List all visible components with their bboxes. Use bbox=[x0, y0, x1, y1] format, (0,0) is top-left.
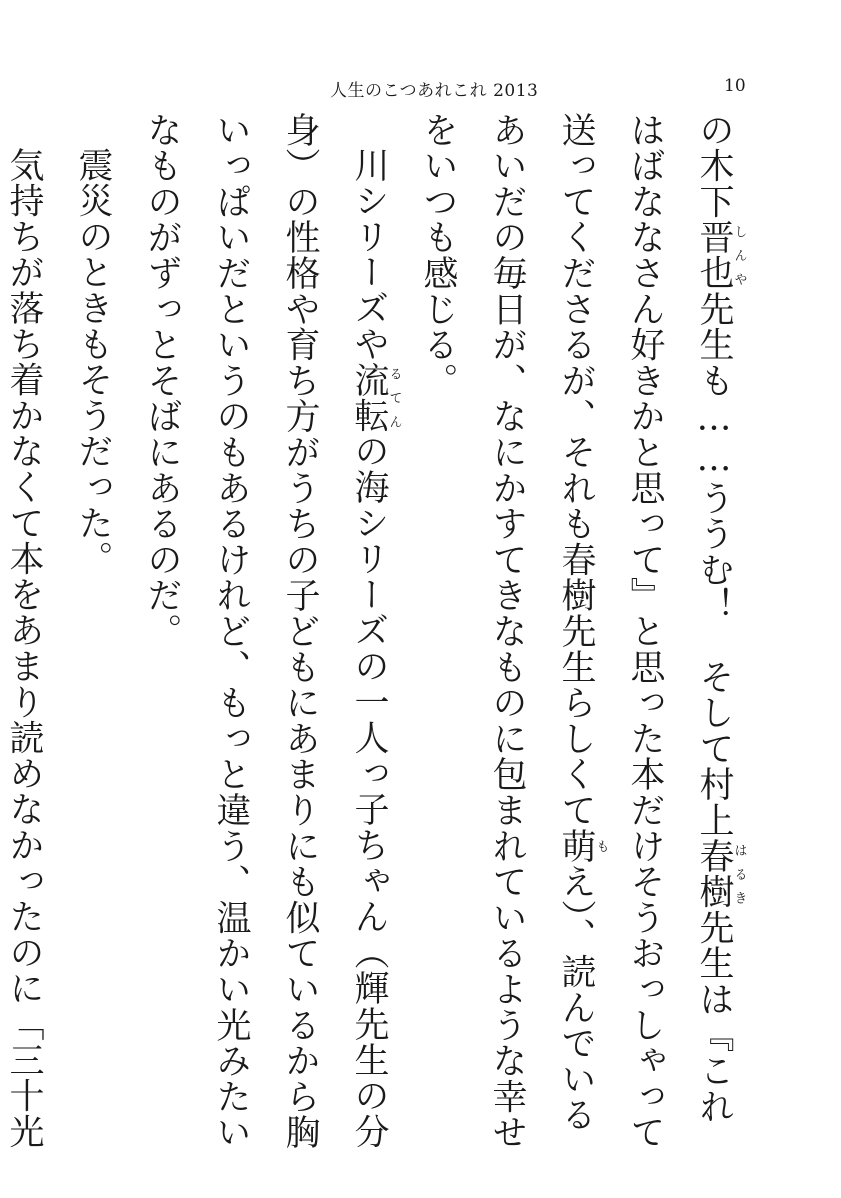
ruby-annotated-word bbox=[556, 828, 609, 864]
running-head-title: 人生のこつあれこれ 2013 bbox=[330, 81, 539, 101]
text-run: の海シリーズの一人っ子ちゃん（輝先生の分身）の性格や育ち方がうちの子どもにあまりにも似ているから胸いっぱいだというのもあるけれど、もっと違う、温かい光みたいなものがずっとそばにあるのだ。 bbox=[142, 112, 389, 1151]
vertical-text-body bbox=[4, 112, 748, 1152]
text-run: の木下 bbox=[694, 112, 734, 220]
ruby-annotated-word bbox=[694, 838, 747, 910]
text-run: 先生は『これはばななさん好きかと思って』と思った本だけそうおっしゃって送ってくださるが、それも春樹先生らしくて bbox=[556, 112, 734, 1151]
ruby-base: 晋也 bbox=[694, 219, 734, 292]
ruby-annotated-word bbox=[349, 361, 402, 434]
paragraph bbox=[58, 112, 127, 1152]
ruby-reading: るてん bbox=[386, 361, 402, 434]
text-run: 震災のときもそうだった。 bbox=[73, 147, 113, 577]
paragraph bbox=[127, 112, 403, 1152]
text-run: 先生も……ううむ！ そして村上 bbox=[694, 291, 734, 839]
paragraph bbox=[403, 112, 748, 1152]
ruby-base: 萌 bbox=[556, 828, 596, 864]
text-run: 川シリーズや bbox=[349, 147, 389, 362]
ruby-reading: も bbox=[593, 828, 609, 864]
paragraph bbox=[0, 112, 58, 1152]
text-run: え）、読んでいるあいだの毎日が、なにかすてきなものに包まれているような幸せをいつも感じる。 bbox=[418, 112, 596, 1151]
ruby-annotated-word bbox=[694, 219, 747, 292]
ruby-reading: しんや bbox=[731, 219, 747, 291]
text-run: 気持ちが落ち着かなくて本をあまり読めなかったのに「三十光 bbox=[4, 147, 44, 1150]
ruby-base: 流転 bbox=[349, 361, 389, 434]
ruby-reading: はるき bbox=[731, 838, 747, 910]
ruby-base: 春樹 bbox=[694, 838, 734, 910]
page-number: 10 bbox=[724, 76, 746, 96]
